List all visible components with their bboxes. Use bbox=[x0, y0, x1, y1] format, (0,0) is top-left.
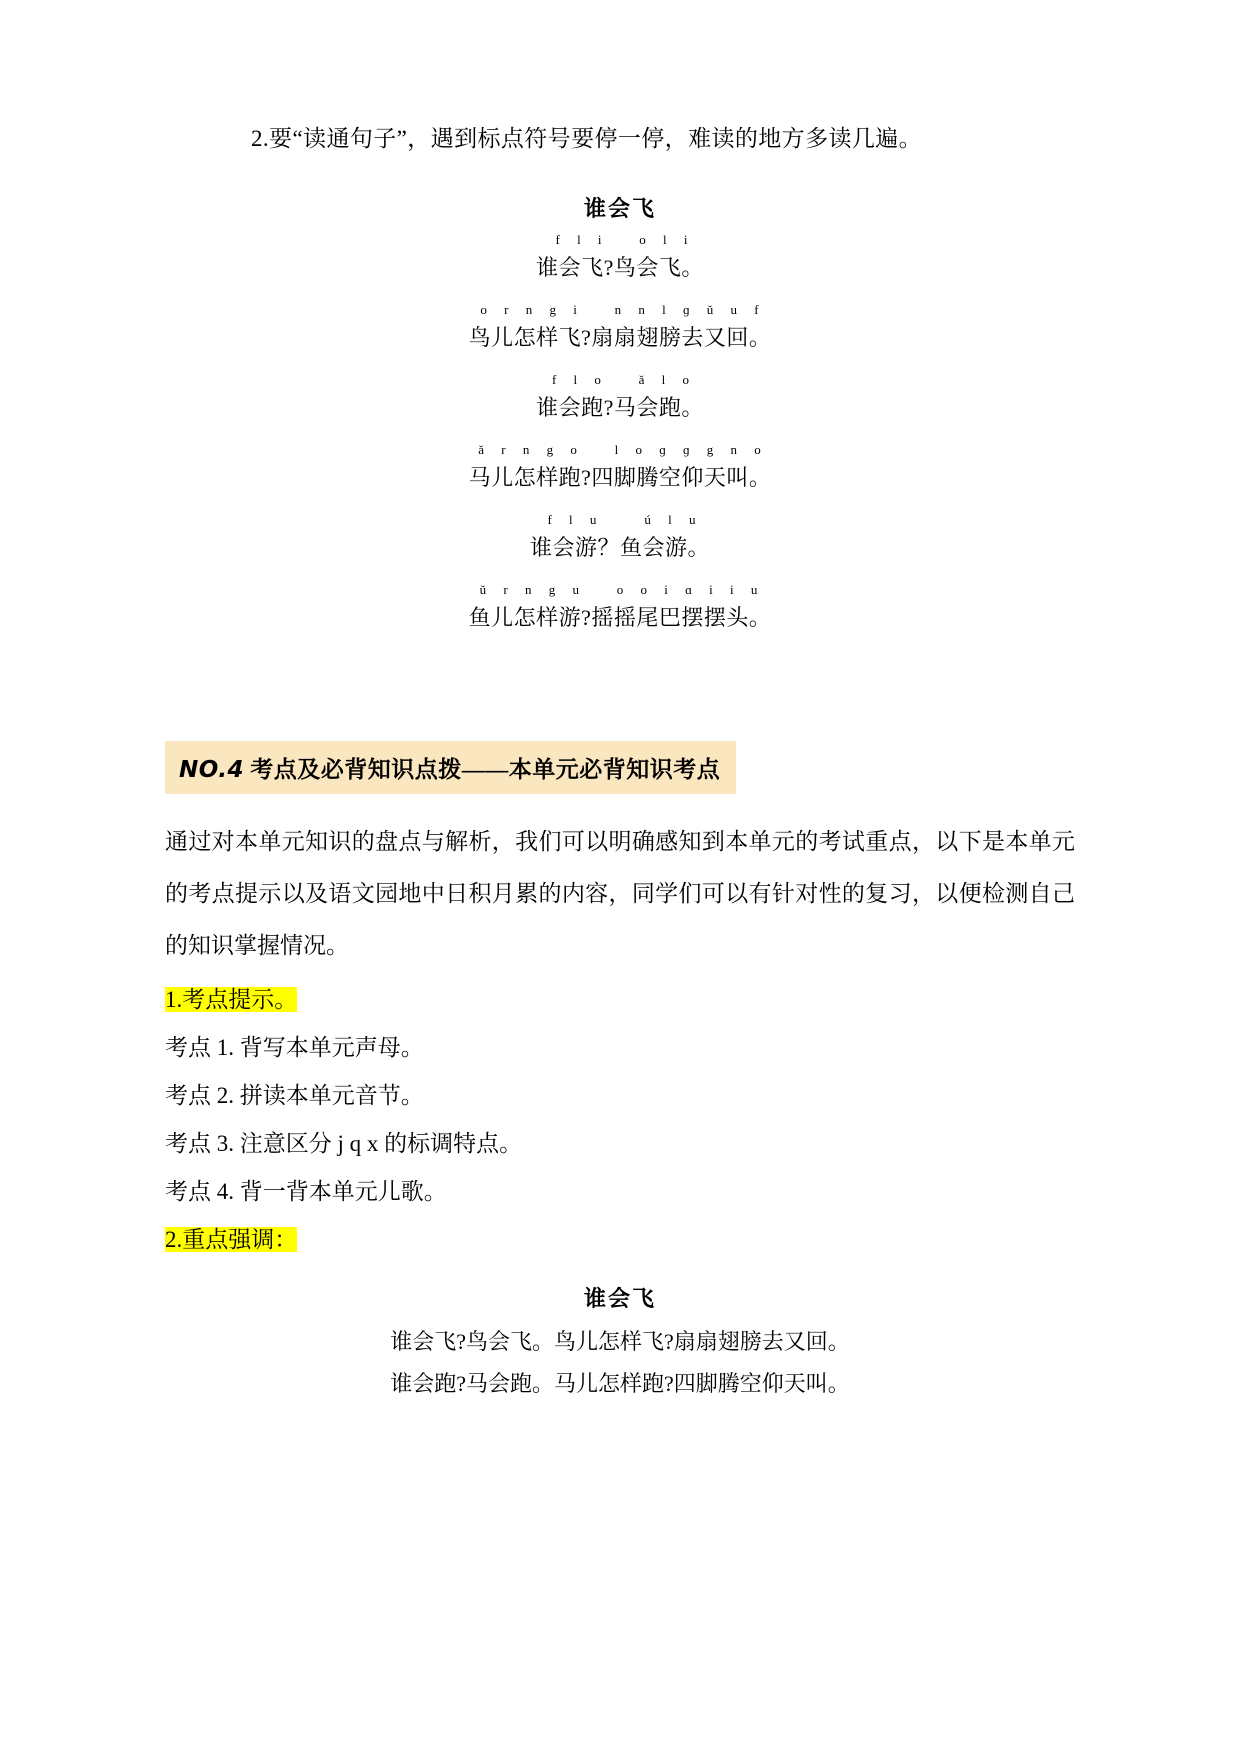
verse-hanzi: 谁会飞?鸟会飞。 bbox=[536, 255, 704, 280]
recap-poem-line: 谁会跑?马会跑。马儿怎样跑?四脚腾空仰天叫。 bbox=[390, 1371, 850, 1396]
verse-hanzi: 鱼儿怎样游?摇摇尾巴摆摆头。 bbox=[468, 605, 772, 630]
poem-verse bbox=[165, 439, 1075, 495]
poem-verse bbox=[165, 229, 1075, 285]
verse-pinyin: f l u ú l u bbox=[547, 512, 703, 527]
recap-poem-line: 谁会飞?鸟会飞。鸟儿怎样飞?扇扇翅膀去又回。 bbox=[390, 1329, 850, 1354]
poem-verse bbox=[165, 299, 1075, 355]
intro-paragraph bbox=[165, 110, 1075, 168]
intro-text: 2.要“读通句子”，遇到标点符号要停一停，难读的地方多读几遍。 bbox=[251, 126, 923, 151]
spacer bbox=[165, 649, 1075, 741]
subheading-1 bbox=[165, 976, 1075, 1024]
section-paragraph: 通过对本单元知识的盘点与解析，我们可以明确感知到本单元的考试重点，以下是本单元的考点提示以及语文园地中日积月累的内容，同学们可以有针对性的复习，以便检测自己的知识掌握情况。 bbox=[165, 829, 1075, 958]
section-title: 考点及必背知识点拨——本单元必背知识考点 bbox=[250, 757, 721, 782]
exam-point: 考点 4. 背一背本单元儿歌。 bbox=[165, 1179, 447, 1204]
poem-title: 谁会飞 bbox=[583, 197, 656, 222]
exam-point: 考点 3. 注意区分 j q x 的标调特点。 bbox=[165, 1131, 523, 1156]
subheading-2 bbox=[165, 1216, 1075, 1264]
verse-hanzi: 谁会跑?马会跑。 bbox=[536, 395, 704, 420]
poem-verse bbox=[165, 369, 1075, 425]
verse-pinyin: ǔ r n g u o o i ɑ i i u bbox=[479, 582, 765, 597]
subheading-2-text: 2.重点强调： bbox=[165, 1227, 298, 1252]
verse-hanzi: 谁会游？鱼会游。 bbox=[529, 535, 710, 560]
section-number: NO.4 bbox=[179, 757, 245, 783]
poem-verse bbox=[165, 579, 1075, 635]
recap-poem-title: 谁会飞 bbox=[583, 1287, 656, 1312]
exam-point: 考点 1. 背写本单元声母。 bbox=[165, 1035, 424, 1060]
subheading-1-text: 1.考点提示。 bbox=[165, 987, 298, 1012]
verse-pinyin: o r n g i n n l ɡ ǔ u f bbox=[480, 302, 766, 317]
section-heading bbox=[165, 741, 736, 794]
verse-pinyin: f l o ǎ l o bbox=[551, 372, 697, 387]
verse-pinyin: ǎ r n g o l o ɡ ɡ g n o bbox=[478, 442, 768, 457]
exam-point: 考点 2. 拼读本单元音节。 bbox=[165, 1083, 424, 1108]
verse-hanzi: 马儿怎样跑?四脚腾空仰天叫。 bbox=[468, 465, 772, 490]
poem-verse bbox=[165, 509, 1075, 565]
verse-pinyin: f l i o l i bbox=[555, 232, 695, 247]
verse-hanzi: 鸟儿怎样飞?扇扇翅膀去又回。 bbox=[468, 325, 772, 350]
